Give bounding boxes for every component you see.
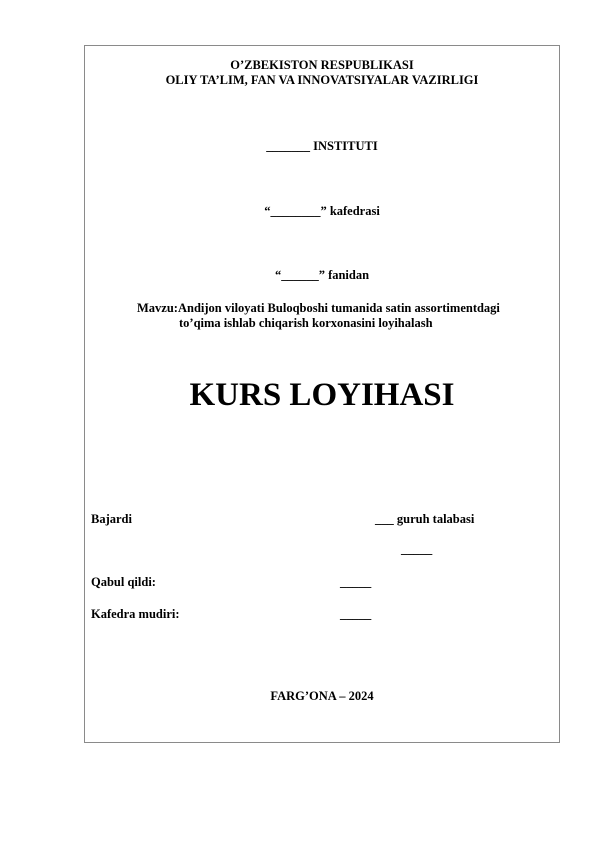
student-name-blank: _____ [401, 542, 433, 556]
accepted-label: Qabul qildi: [91, 575, 156, 589]
header-republic: O’ZBEKISTON RESPUBLIKASI [230, 58, 414, 72]
head-of-department-label: Kafedra mudiri: [91, 607, 180, 621]
department-line: “________” kafedrasi [264, 204, 380, 218]
subject-line: “______” fanidan [274, 268, 370, 282]
topic-line-1: Mavzu:Andijon viloyati Buloqboshi tumanida satin assortimentdagi [137, 301, 500, 315]
document-title: KURS LOYIHASI [189, 377, 455, 413]
head-of-department-blank: _____ [340, 607, 372, 621]
footer-city-year: FARG’ONA – 2024 [270, 689, 374, 703]
accepted-blank: _____ [340, 575, 372, 589]
group-student-text: ___ guruh talabasi [375, 512, 475, 526]
topic-line-2: to’qima ishlab chiqarish korxonasini loyihalash [179, 316, 433, 330]
header-ministry: OLIY TA’LIM, FAN VA INNOVATSIYALAR VAZIRLIGI [165, 73, 479, 87]
performed-label: Bajardi [91, 512, 132, 526]
institute-line: _______ INSTITUTI [266, 139, 378, 153]
